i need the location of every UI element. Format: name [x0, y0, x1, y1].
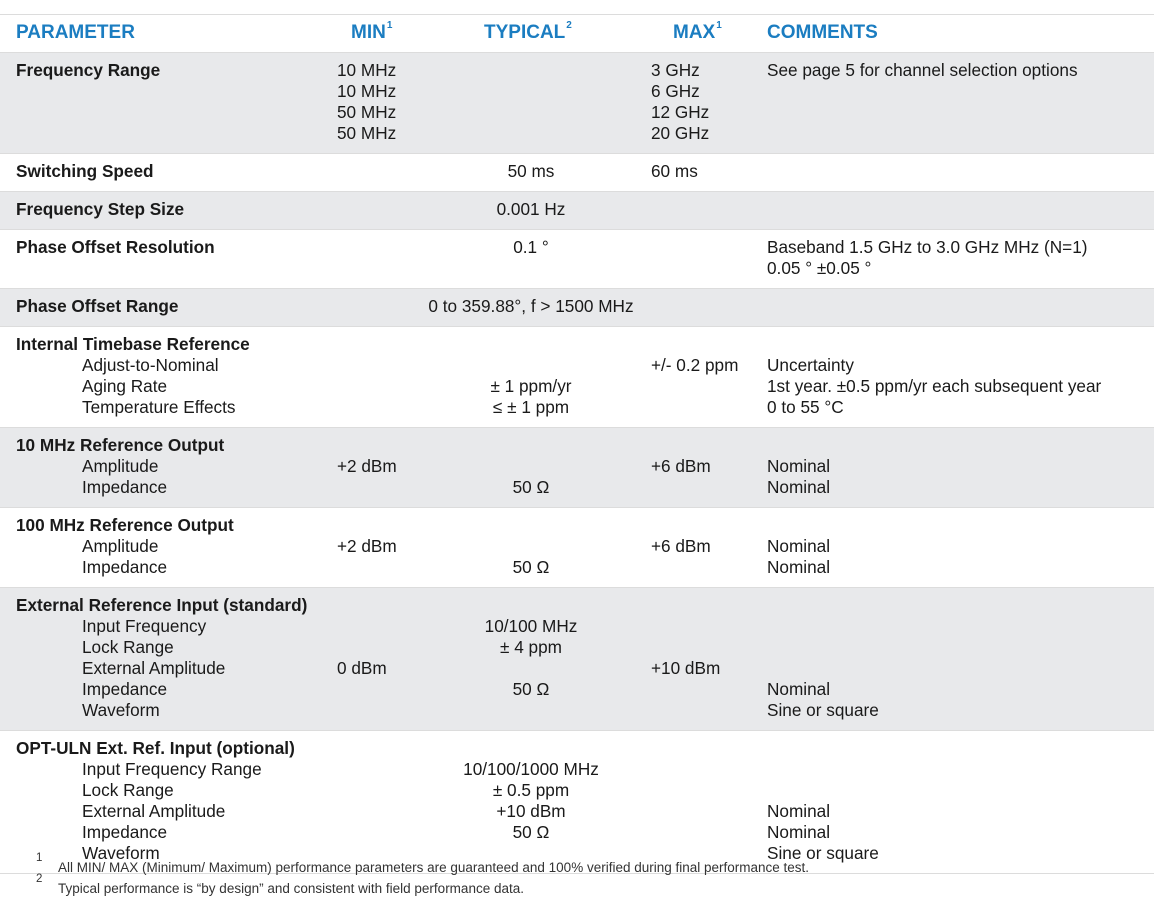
max-cell [651, 355, 738, 418]
typical-cell-line: 50 Ω [512, 679, 550, 699]
table-row [0, 289, 1154, 327]
table-row [0, 230, 1154, 289]
sub-parameter: Temperature Effects [82, 397, 236, 417]
parameter-title: External Reference Input (standard) [16, 595, 308, 615]
comment-cell [767, 759, 879, 864]
typical-cell-line [400, 355, 662, 376]
comment-cell-line: Nominal [767, 477, 831, 497]
parameter-title: Switching Speed [16, 161, 154, 181]
max-cell-line: +10 dBm [651, 658, 721, 678]
max-cell-line: +6 dBm [651, 536, 711, 556]
comment-cell-line: 0.05 ° ±0.05 ° [767, 258, 872, 278]
max-cell [651, 161, 698, 182]
max-cell-line: 3 GHz [651, 60, 700, 80]
table-row [0, 428, 1154, 508]
max-cell-line [651, 616, 720, 637]
typical-cell [400, 759, 662, 864]
comment-cell-line [767, 616, 879, 637]
min-cell [337, 456, 397, 498]
comment-cell-line: Nominal [767, 536, 831, 556]
parameter-cell [16, 334, 250, 418]
typical-cell [400, 355, 662, 418]
min-cell-line: 10 MHz [337, 60, 397, 80]
min-cell-line [337, 616, 387, 637]
typical-cell [400, 616, 662, 721]
parameter-title: 10 MHz Reference Output [16, 435, 225, 455]
max-cell [651, 536, 711, 578]
header-parameter: PARAMETER [16, 22, 135, 43]
parameter-cell [16, 595, 307, 721]
parameter-title: 100 MHz Reference Output [16, 515, 234, 535]
comment-cell [767, 60, 1078, 81]
table-row [0, 588, 1154, 731]
parameter-cell [16, 199, 184, 220]
min-cell-line: 0 dBm [337, 658, 387, 678]
comment-cell [767, 456, 830, 498]
comment-cell-line [767, 759, 879, 780]
typical-cell-line [400, 456, 662, 477]
sub-parameter: Input Frequency Range [82, 759, 262, 779]
parameter-title: OPT-ULN Ext. Ref. Input (optional) [16, 738, 295, 758]
footnote [0, 873, 1164, 900]
min-cell-line: +2 dBm [337, 456, 397, 476]
sub-parameter: Input Frequency [82, 616, 207, 636]
typical-cell-line: 50 Ω [512, 557, 550, 577]
table-row [0, 154, 1154, 192]
max-cell-line [651, 557, 711, 578]
parameter-cell [16, 296, 178, 317]
typical-cell-line [400, 658, 662, 679]
typical-cell [400, 161, 662, 182]
min-cell-line [337, 679, 387, 700]
parameter-title: Phase Offset Resolution [16, 237, 215, 257]
comment-cell-line: 0 to 55 °C [767, 397, 844, 417]
typical-cell-line: +10 dBm [496, 801, 566, 821]
typical-cell-line: ≤ ± 1 ppm [492, 397, 570, 417]
parameter-cell [16, 515, 234, 578]
comment-cell [767, 355, 1101, 418]
max-cell [651, 60, 709, 144]
min-cell-line [337, 700, 387, 721]
max-cell [651, 456, 711, 498]
footnote-number: 2 [36, 873, 43, 885]
min-cell [337, 60, 396, 144]
sub-parameter: Impedance [82, 557, 168, 577]
comment-cell [767, 237, 1088, 279]
parameter-cell [16, 237, 215, 258]
sub-parameter: Lock Range [82, 637, 174, 657]
sub-parameter: Waveform [82, 700, 160, 720]
comment-cell-line: Sine or square [767, 843, 879, 863]
sub-parameter: Waveform [82, 843, 160, 863]
comment-cell [767, 616, 879, 721]
typical-cell-line: ± 0.5 ppm [492, 780, 570, 800]
comment-cell [767, 536, 830, 578]
parameter-cell [16, 161, 154, 182]
sub-parameter: Impedance [82, 822, 168, 842]
max-cell-line: 6 GHz [651, 81, 700, 101]
footnote-number: 1 [36, 852, 43, 864]
typical-cell-line [400, 536, 662, 557]
typical-cell [400, 296, 662, 317]
typical-cell-line: ± 1 ppm/yr [490, 376, 572, 396]
parameter-cell [16, 435, 224, 498]
parameter-title: Frequency Step Size [16, 199, 185, 219]
comment-cell-line: Nominal [767, 679, 831, 699]
comment-cell-line: 1st year. ±0.5 ppm/yr each subsequent year [767, 376, 1102, 396]
comment-cell-line [767, 637, 879, 658]
sub-parameter: Amplitude [82, 456, 159, 476]
max-cell-line: 60 ms [651, 161, 698, 181]
comment-cell-line [767, 780, 879, 801]
min-cell-line: 10 MHz [337, 81, 397, 101]
sub-parameter: Lock Range [82, 780, 174, 800]
max-cell-line [651, 700, 720, 721]
max-cell-line: 12 GHz [651, 102, 710, 122]
min-cell-line [337, 637, 387, 658]
parameter-cell [16, 60, 160, 81]
typical-cell [400, 456, 662, 498]
sub-parameter: Impedance [82, 477, 168, 497]
typical-cell-line: 50 Ω [512, 822, 550, 842]
parameter-title: Frequency Range [16, 60, 161, 80]
comment-cell-line: Sine or square [767, 700, 879, 720]
parameter-title: Phase Offset Range [16, 296, 179, 316]
comment-cell-line: Nominal [767, 801, 831, 821]
sub-parameter: Amplitude [82, 536, 159, 556]
typical-cell-line: ± 4 ppm [500, 637, 562, 657]
typical-cell-line: 0.1 ° [513, 237, 549, 257]
table-row [0, 53, 1154, 154]
sub-parameter: Impedance [82, 679, 168, 699]
comment-cell-line: Nominal [767, 456, 831, 476]
min-cell-line [337, 477, 397, 498]
footnote-text: Typical performance is “by design” and consistent with field performance data. [58, 881, 524, 896]
min-cell [337, 536, 397, 578]
typical-cell [400, 536, 662, 578]
max-cell-line: 20 GHz [651, 123, 710, 143]
header-comments: COMMENTS [767, 22, 878, 43]
comment-cell-line: Nominal [767, 822, 831, 842]
max-cell-line [651, 637, 720, 658]
spec-table [0, 14, 1154, 874]
min-cell-line: 50 MHz [337, 102, 397, 122]
parameter-cell [16, 738, 295, 864]
min-cell-line: 50 MHz [337, 123, 397, 143]
max-cell-line: +6 dBm [651, 456, 711, 476]
comment-cell-line [767, 658, 879, 679]
table-row [0, 731, 1154, 874]
max-cell-line [651, 679, 720, 700]
comment-cell-line: Nominal [767, 557, 831, 577]
min-cell [337, 616, 387, 721]
typical-cell-line [400, 700, 662, 721]
header-min: MIN$^1$ [351, 20, 393, 43]
max-cell-line [651, 376, 738, 397]
comment-cell-line: See page 5 for channel selection options [767, 60, 1078, 80]
min-cell-line: +2 dBm [337, 536, 397, 556]
typical-cell [400, 237, 662, 258]
max-cell-line [651, 477, 711, 498]
header-typical: TYPICAL$^2$ [484, 20, 572, 43]
max-cell-line: +/- 0.2 ppm [651, 355, 739, 375]
sub-parameter: External Amplitude [82, 801, 226, 821]
footnote-text: All MIN/ MAX (Minimum/ Maximum) performance parameters are guaranteed and 100% verified during final performance test. [58, 860, 810, 875]
typical-cell-line: 50 Ω [512, 477, 550, 497]
typical-cell-line: 50 ms [507, 161, 555, 181]
comment-cell-line: Baseband 1.5 GHz to 3.0 GHz MHz (N=1) [767, 237, 1088, 257]
header-max: MAX$^1$ [673, 20, 722, 43]
table-row [0, 508, 1154, 588]
min-cell-line [337, 557, 397, 578]
table-row [0, 192, 1154, 230]
typical-cell [400, 199, 662, 220]
typical-cell-line: 10/100/1000 MHz [463, 759, 599, 779]
parameter-title: Internal Timebase Reference [16, 334, 250, 354]
comment-cell-line: Uncertainty [767, 355, 854, 375]
max-cell [651, 616, 720, 721]
sub-parameter: Adjust-to-Nominal [82, 355, 219, 375]
table-row [0, 327, 1154, 428]
typical-cell-line: 0 to 359.88°, f > 1500 MHz [428, 296, 634, 316]
typical-cell-line: 10/100 MHz [484, 616, 578, 636]
sub-parameter: Aging Rate [82, 376, 168, 396]
max-cell-line [651, 397, 738, 418]
table-header [0, 15, 1154, 53]
typical-cell-line: 0.001 Hz [496, 199, 566, 219]
sub-parameter: External Amplitude [82, 658, 226, 678]
